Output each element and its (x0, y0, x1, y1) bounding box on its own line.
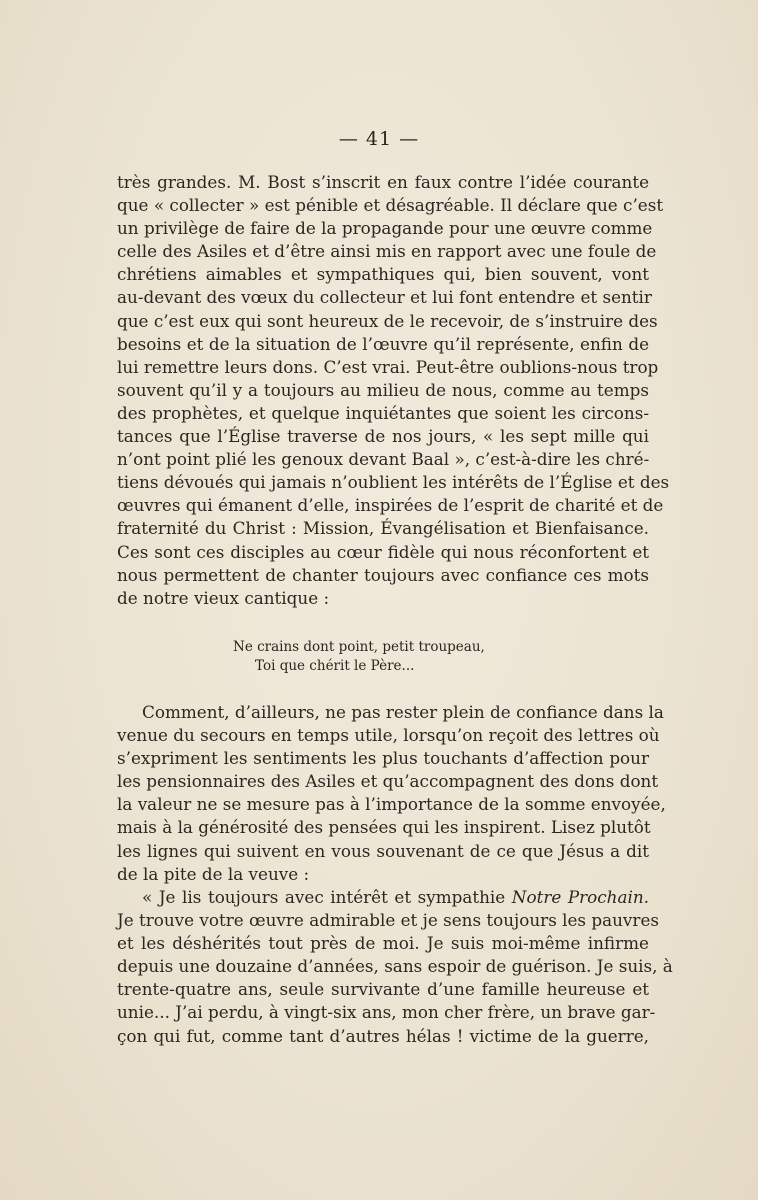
text-line: œuvres qui émanent d’elle, inspirées de l’esprit de charité et de (117, 495, 664, 516)
text-line: tances que l’Église traverse de nos jours, « les sept mille qui (117, 426, 649, 447)
text-line: souvent qu’il y a toujours au milieu de nous, comme au temps (117, 379, 649, 400)
paragraph-2 (117, 701, 666, 886)
text-line: chrétiens aimables et sympathiques qui, bien souvent, vont (117, 264, 649, 285)
text-line: besoins et de la situation de l’œuvre qu’il représente, enfin de (117, 333, 649, 354)
text-line: très grandes. M. Bost s’inscrit en faux contre l’idée courante (117, 172, 649, 192)
text-line: nous permettent de chanter toujours avec confiance ces mots (117, 564, 649, 585)
text-line: venue du secours en temps utile, lorsqu’on reçoit des lettres où (117, 725, 660, 746)
text-line: s’expriment les sentiments les plus touchants d’affection pour (117, 748, 649, 769)
text-line: unie... J’ai perdu, à vingt-six ans, mon cher frère, un brave gar- (117, 1002, 656, 1023)
text-line: mais à la générosité des pensées qui les inspirent. Lisez plutôt (117, 817, 651, 838)
text-line: n’ont point plié les genoux devant Baal », c’est-à-dire les chré- (117, 449, 650, 470)
text-line: les pensionnaires des Asiles et qu’accompagnent des dons dont (117, 771, 659, 792)
hymn-verse (233, 638, 593, 676)
text-line: et les déshérités tout près de moi. Je suis moi-même infirme (117, 933, 649, 954)
text-line: trente-quatre ans, seule survivante d’une famille heureuse et (117, 979, 649, 1000)
paragraph-3-letter-quote (117, 886, 673, 1048)
text-line: un privilège de faire de la propagande pour une œuvre comme (117, 218, 653, 239)
text-line: des prophètes, et quelque inquiétantes que soient les circons- (117, 402, 649, 423)
text-line: fraternité du Christ : Mission, Évangélisation et Bienfaisance. (117, 518, 649, 539)
paragraph-1 (117, 171, 670, 610)
text-line: Comment, d’ailleurs, ne pas rester plein de confiance dans la (142, 702, 664, 722)
text-line: tiens dévoués qui jamais n’oublient les intérêts de l’Église et des (117, 472, 670, 493)
text-line: de la pite de la veuve : (117, 863, 310, 884)
text-line (117, 886, 649, 909)
text-line: lui remettre leurs dons. C’est vrai. Peut-être oublions-nous trop (117, 356, 659, 377)
text-line: les lignes qui suivent en vous souvenant de ce que Jésus a dit (117, 840, 649, 861)
verse-line: Toi que chérit le Père... (255, 658, 415, 674)
text-line: que c’est eux qui sont heureux de le recevoir, de s’instruire des (117, 310, 658, 331)
journal-title: Notre Prochain. (511, 887, 649, 907)
text-line: de notre vieux cantique : (117, 587, 330, 608)
text-line: çon qui fut, comme tant d’autres hélas ! victime de la guerre, (117, 1025, 649, 1046)
text-line: depuis une douzaine d’années, sans espoir de guérison. Je suis, à (117, 956, 673, 977)
text-line: Je trouve votre œuvre admirable et je sens toujours les pauvres (117, 910, 659, 931)
verse-line: Ne crains dont point, petit troupeau, (233, 639, 485, 655)
quote-text: « Je lis toujours avec intérêt et sympathie (142, 887, 512, 907)
text-line: Ces sont ces disciples au cœur fidèle qui nous réconfortent et (117, 541, 649, 562)
text-line: au-devant des vœux du collecteur et lui font entendre et sentir (117, 287, 652, 308)
text-line: la valeur ne se mesure pas à l’importance de la somme envoyée, (117, 794, 666, 815)
text-line: celle des Asiles et d’être ainsi mis en rapport avec une foule de (117, 241, 657, 262)
text-line: que « collecter » est pénible et désagréable. Il déclare que c’est (117, 195, 664, 216)
page-number: — 41 — (338, 128, 420, 150)
